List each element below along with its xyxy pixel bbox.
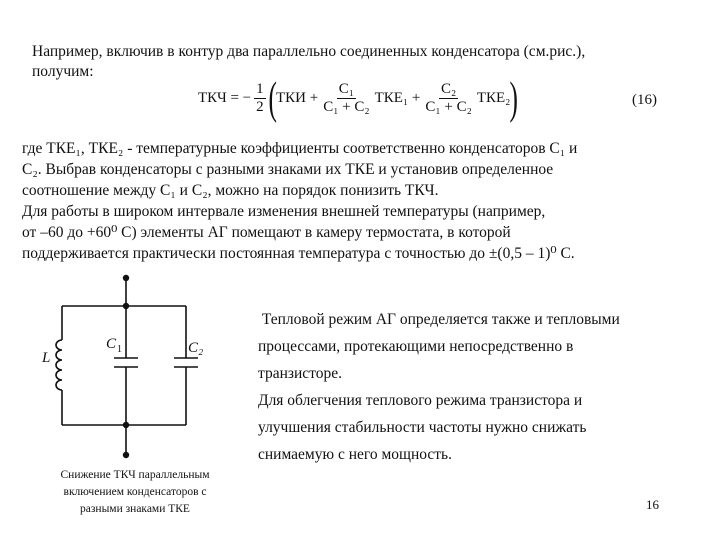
bottom-node-dot: [123, 422, 129, 428]
right-line-5: улучшения стабильности частоты нужно снижать: [258, 419, 587, 436]
half-denominator: 2: [256, 98, 264, 115]
label-c2: C₂: [188, 340, 204, 356]
top-terminal-dot: [123, 275, 129, 281]
intro-line-1: Например, включив в контур два параллельно соединенных конденсатора (см.рис.),: [32, 43, 586, 60]
para-line-3: соотношение между C₁ и C₂, можно на порядок понизить ТКЧ.: [22, 182, 439, 199]
para-line-6: поддерживается практически постоянная температура с точностью до ±(0,5 – 1)⁰ С.: [22, 245, 575, 262]
formula-tke1: ТКЕ₁ +: [374, 89, 421, 106]
frac-1-denominator: C₁ + C₂: [323, 98, 370, 115]
equation-number: (16): [632, 92, 657, 108]
caption-line-1: Снижение ТКЧ параллельным: [60, 469, 210, 481]
frac-2-numerator: C₂: [441, 80, 457, 97]
frac-2-denominator: C₁ + C₂: [425, 98, 472, 115]
formula-frac-2: [423, 81, 473, 116]
formula-tki: ТКИ +: [275, 89, 319, 106]
formula-lhs: ТКЧ = −: [198, 89, 252, 106]
label-c1-sub: 1: [117, 344, 122, 355]
main-paragraph: [22, 138, 684, 264]
right-line-1: Тепловой режим АГ определяется также и тепловыми: [258, 311, 620, 328]
para-line-5: от –60 до +60⁰ С) элементы АГ помещают в камеру термостата, в которой: [22, 224, 511, 241]
para-line-2: C₂. Выбрав конденсаторы с разными знаками их ТКЕ и установив определенное: [22, 161, 554, 178]
formula-half: [254, 81, 266, 116]
inductor-coil: [56, 340, 62, 390]
left-paren: (: [268, 72, 277, 123]
bottom-terminal-dot: [123, 452, 129, 458]
half-numerator: 1: [256, 80, 264, 97]
para-line-1: где ТКЕ₁, ТКЕ₂ - температурные коэффициенты соответственно конденсаторов C₁ и: [22, 140, 578, 157]
right-text: [258, 306, 698, 468]
right-paren: ): [509, 72, 519, 123]
label-l: L: [42, 350, 51, 366]
right-line-6: снимаемую с него мощность.: [258, 446, 452, 463]
right-line-4: Для облегчения теплового режима транзистора и: [258, 392, 583, 409]
figure-caption: [34, 467, 236, 518]
intro-line-2: получим:: [32, 63, 94, 80]
formula-16: [198, 70, 518, 126]
para-line-4: Для работы в широком интервале изменения внешней температуры (например,: [22, 203, 546, 220]
top-node-dot: [123, 303, 129, 309]
formula-frac-1: [321, 81, 371, 116]
caption-line-2: включением конденсаторов с: [63, 486, 207, 498]
formula-tke2: ТКЕ₂: [476, 89, 511, 106]
caption-line-3: разными знаками ТКЕ: [80, 503, 190, 515]
right-line-3: транзисторе.: [258, 365, 343, 382]
right-line-2: процессами, протекающими непосредственно в: [258, 338, 574, 355]
page-number: 16: [646, 497, 659, 512]
label-c1: C: [106, 336, 117, 352]
frac-1-numerator: C₁: [338, 80, 355, 97]
circuit-diagram: [36, 270, 226, 465]
